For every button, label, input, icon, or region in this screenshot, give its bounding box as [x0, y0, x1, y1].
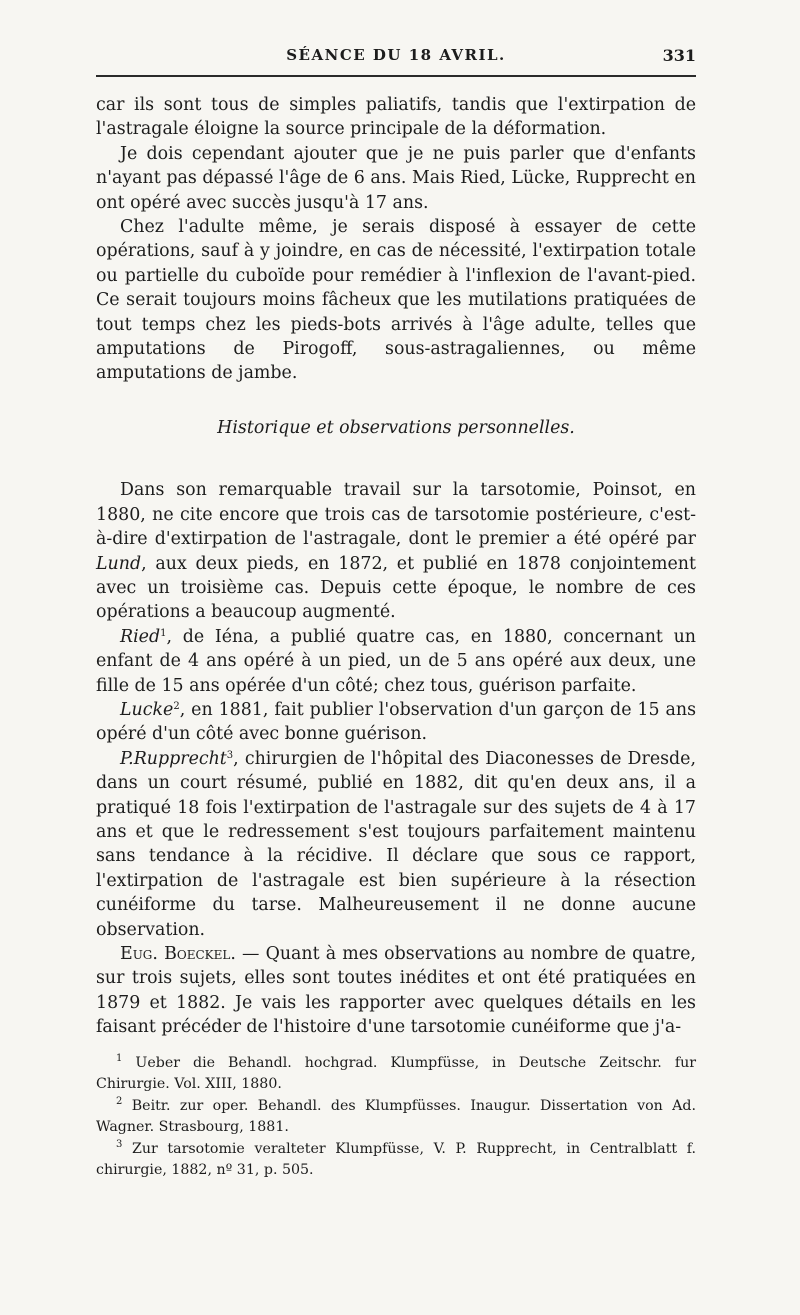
footnote-marker: 2	[116, 1095, 123, 1107]
paragraph-continuation: car ils sont tous de simples paliatifs, tandis que l'extirpation de l'astragale éloigne la source principale de la déformation.	[96, 95, 696, 140]
paragraph-rupprecht	[96, 747, 696, 942]
boeckel-text: — Quant à mes observations au nombre de quatre, sur trois sujets, elles sont toutes inédites et ont été pratiquées en 1879 et 1882. Je vais les rapporter avec quelques détails en les faisant précéder de l'histoire d'une tarsotomie cunéiforme que j'a-	[96, 944, 696, 1038]
ried-text: , de Iéna, a publié quatre cas, en 1880, concernant un enfant de 4 ans opéré à un pied, un de 5 ans opéré aux deux, une fille de 15 ans opérée d'un côté; chez tous, guérison parfaite.	[96, 626, 696, 696]
rupprecht-text: , chirurgien de l'hôpital des Diaconesses de Dresde, dans un court résumé, publié en 1882, dit qu'en deux ans, il a pratiqué 18 fois l'extirpation de l'astragale sur des sujets de 4 à 17 ans et que le redressement s'est toujours parfaitement maintenu sans tendance à la récidive. Il déclare que sous ce rapport, l'extirpation de l'astragale est bien supérieure à la résection cunéiforme du tarse. Malheureusement il ne donne aucune observation.	[96, 748, 696, 940]
lucke-text: , en 1881, fait publier l'observation d'un garçon de 15 ans opéré d'un côté avec bonne guérison.	[96, 699, 696, 745]
footnote-marker: 3	[116, 1138, 123, 1150]
paragraph-ried	[96, 625, 696, 698]
running-title: SÉANCE DU 18 AVRIL.	[286, 46, 506, 64]
footnote-3	[96, 1139, 696, 1182]
poinsot-text-a: Dans son remarquable travail sur la tarsotomie, Poinsot, en 1880, ne cite encore que trois cas de tarsotomie postérieure, c'est-à-dire d'extirpation de l'astragale, dont le premier a été opéré par	[96, 480, 696, 550]
author-lund: Lund	[96, 553, 142, 574]
paragraph-adult: Chez l'adulte même, je serais disposé à essayer de cette opérations, sauf à y joindre, en cas de nécessité, l'extirpation totale ou partielle du cuboïde pour remédier à l'inflexion de l'avant-pied. Ce serait toujours moins fâcheux que les mutilations pratiquées de tout temps chez les pieds-bots arrivés à l'âge adulte, telles que amputations de Pirogoff, sous-astragaliennes, ou même amputations de jambe.	[96, 217, 696, 384]
footnote-ref-1: 1	[160, 627, 167, 639]
footnote-text: Ueber die Behandl. hochgrad. Klumpfüsse, in Deutsche Zeitschr. fur Chirurgie. Vol. XIII, 1880.	[96, 1055, 696, 1093]
footnote-ref-2: 2	[173, 700, 180, 712]
paragraph-age-limit: Je dois cependant ajouter que je ne puis parler que d'enfants n'ayant pas dépassé l'âge de 6 ans. Mais Ried, Lücke, Rupprecht en ont opéré avec succès jusqu'à 17 ans.	[96, 143, 696, 213]
footnote-2	[96, 1096, 696, 1139]
paragraph-lucke	[96, 698, 696, 747]
footnote-text: Zur tarsotomie veralteter Klumpfüsse, V. P. Rupprecht, in Centralblatt f. chirurgie, 1882, nº 31, p. 505.	[96, 1140, 696, 1179]
page-number: 331	[662, 46, 696, 65]
section-heading: Historique et observations personnelles.	[217, 417, 575, 438]
footnotes	[96, 1053, 696, 1181]
footnote-1	[96, 1053, 696, 1096]
author-ried: Ried	[120, 626, 161, 647]
author-boeckel: Eug. Boeckel.	[120, 944, 236, 964]
page-header	[96, 46, 696, 70]
poinsot-text-b: , aux deux pieds, en 1872, et publié en 1878 conjointement avec un troisième cas. Depuis cette époque, le nombre de ces opérations a beaucoup augmenté.	[96, 553, 696, 623]
footnote-ref-3: 3	[226, 749, 234, 761]
author-rupprecht: P.Rupprecht	[120, 748, 227, 769]
footnote-marker: 1	[116, 1053, 123, 1064]
paragraph-poinsot	[96, 478, 696, 624]
header-rule	[96, 75, 696, 77]
paragraph-boeckel	[96, 942, 696, 1040]
body-text	[96, 93, 696, 1040]
author-lucke: Lucke	[120, 699, 174, 720]
footnote-text: Beitr. zur oper. Behandl. des Klumpfüsses. Inaugur. Dissertation von Ad. Wagner. Strasbourg, 1881.	[96, 1097, 696, 1136]
